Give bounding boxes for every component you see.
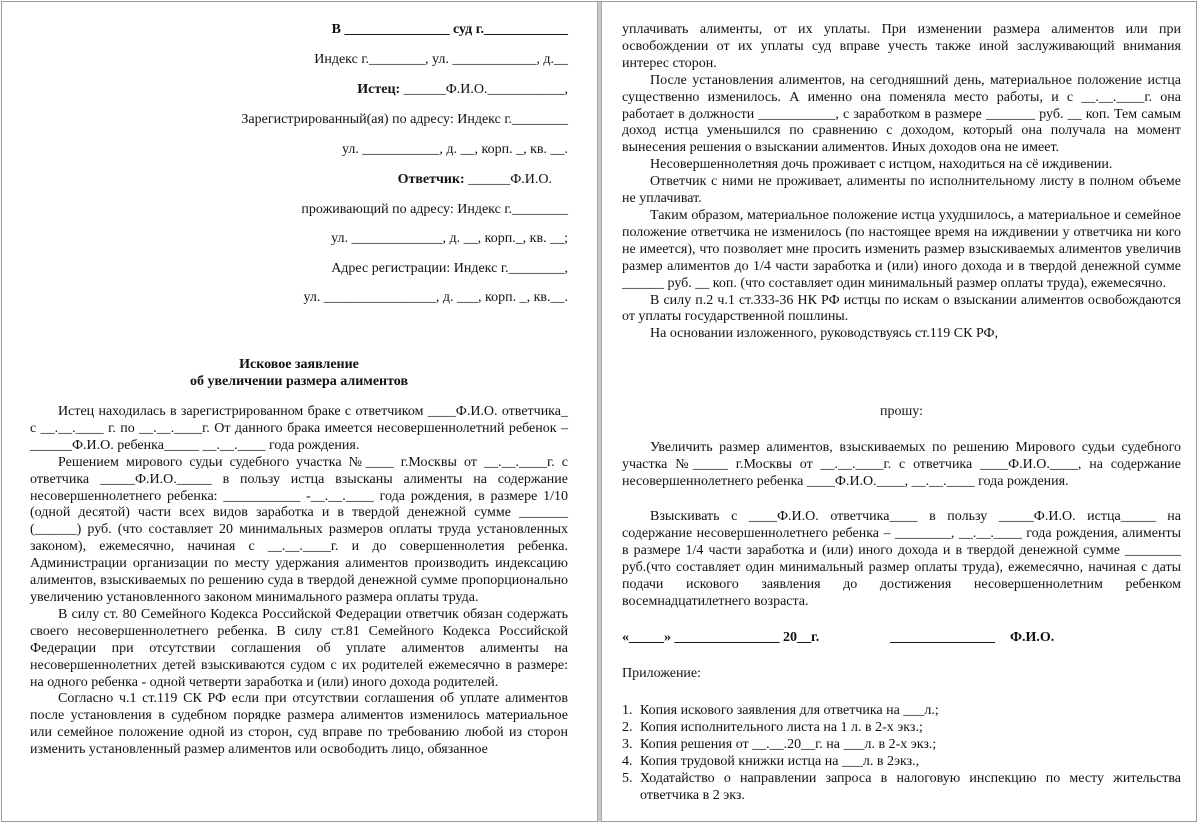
paragraph: Согласно ч.1 ст.119 СК РФ если при отсутствии соглашения об уплате алиментов после установления в судебном порядке размера алиментов изменилось материальное или семейное положение одной из сторон, суд вправе по требованию любой из сторон изменить установленный размер алиментов или освободить лицо, обязанное <box>30 691 568 758</box>
list-item <box>622 702 1181 719</box>
claim-title-line1: Исковое заявление <box>239 357 359 372</box>
attachments-title: Приложение: <box>622 666 702 681</box>
requests-block-2 <box>622 509 1181 610</box>
defendant-line <box>398 172 552 188</box>
list-item-number: 1. <box>622 703 633 718</box>
paragraph: Решением мирового судьи судебного участка №____ г.Москвы от __.__.____г. с ответчика _____Ф.И.О._____ в пользу истца взысканы алименты на содержание несовершеннолетнего ребенка: ___________ -__.__.____ года рождения, в размере 1/10 (одной десятой) части всех видов заработка и в твердой денежной сумме _______ (______) руб. (что составляет 20 минимальных размеров оплаты труда установленных законом), ежемесячно, начиная с __.__.____г. и до совершеннолетия ребенка. Администрации организации по месту удержания алиментов производить индексацию алиментов, взыскиваемых по решению суда в твердой денежной сумме пропорционально увеличению установленного законом минимального размера оплаты труда. <box>30 454 568 605</box>
page-divider <box>597 2 602 822</box>
paragraph: Таким образом, материальное положение истца ухудшилось, а материальное и семейное положение ответчика не изменилось (по настоящее время на иждивении у ответчика ни кого не имеется), что позволяет мне просить изменить размер взыскиваемых алиментов увеличив размер алиментов до 1/4 части заработка и (или) иного дохода и в твердой денежной сумме ______ руб. __ коп. (что составляет один минимальный размер оплаты труда), ежемесячно. <box>622 207 1181 291</box>
plaintiff-line <box>357 82 568 98</box>
defendant-label: Ответчик: <box>397 172 465 187</box>
list-item-number: 2. <box>622 720 633 735</box>
list-item-text: Копия решения от __.__.20__г. на ___л. в 2-х экз.; <box>640 737 937 752</box>
paragraph: уплачивать алименты, от их уплаты. При изменении размера алиментов или при освобождении от их уплаты суд вправе учесть также иной заслуживающий внимания интерес сторон. <box>622 22 1181 71</box>
list-item <box>622 719 1181 736</box>
court-index-line: Индекс г.________, ул. ____________, д.__ <box>314 52 568 67</box>
request-paragraph: Взыскивать с ____Ф.И.О. ответчика____ в пользу _____Ф.И.О. истца_____ на содержание несовершеннолетнего ребенка – ________, __.__.____ года рождения, алименты в размере 1/4 части заработка и (или) иного дохода и в твердой денежной сумме ________ руб.(что составляет один минимальный размер оплаты труда), ежемесячно, начиная с даты подачи искового заявления до достижения несовершеннолетним ребенком восемнадцатилетнего возраста. <box>622 509 1181 609</box>
paragraph: Несовершеннолетняя дочь проживает с истцом, находиться на сё иждивении. <box>650 157 1113 173</box>
list-item-text: Копия трудовой книжки истца на ___л. в 2экз., <box>640 754 920 769</box>
residing-line: проживающий по адресу: Индекс г.________ <box>301 202 568 217</box>
paragraph: После установления алиментов, на сегодняшний день, материальное положение истца существенно изменилось. А именно она поменяла место работы, и с __.__.____г. она работает в должности ___________, с заработком в размере _______ руб. __ коп. Тем самым доход истца уменьшился по сравнению с доходом, который она получала на момент вынесения решения о взыскании алиментов. Иных доходов она не имеет. <box>622 72 1181 156</box>
residing-street-line: ул. _____________, д. __, корп._, кв. __; <box>331 231 568 246</box>
signature-underline: _______________ <box>890 630 995 645</box>
list-item <box>622 770 1181 804</box>
request-heading: прошу: <box>880 404 923 419</box>
right-body <box>622 22 1181 343</box>
list-item-number: 4. <box>622 754 633 769</box>
list-item <box>622 753 1181 770</box>
list-item-text: Копия искового заявления для ответчика на ___л.; <box>640 703 939 718</box>
paragraph: На основании изложенного, руководствуясь ст.119 СК РФ, <box>650 326 999 342</box>
list-item <box>622 736 1181 753</box>
list-item-text: Ходатайство о направлении запроса в налоговую инспекцию по месту жительства ответчика в 2 экз. <box>640 771 1181 803</box>
reg-street-line: ул. ________________, д. ___, корп. _, кв.__. <box>303 290 568 305</box>
defendant-value: ______Ф.И.О. <box>464 172 552 187</box>
plaintiff-label: Истец: <box>357 82 401 97</box>
reg-address-line: Адрес регистрации: Индекс г.________, <box>331 261 568 276</box>
paragraph: Ответчик с ними не проживает, алименты по исполнительному листу в полном объеме не уплачиват. <box>622 174 1181 207</box>
left-body <box>30 404 568 759</box>
paragraph: Истец находилась в зарегистрированном браке с ответчиком ____Ф.И.О. ответчика_ с __.__.____ г. по __.__.____г. От данного брака имеется несовершеннолетний ребенок – ______Ф.И.О. ребенка_____ __.__.____ года рождения. <box>30 404 568 453</box>
court-line: В _______________ суд г.____________ <box>331 22 568 37</box>
signature-name: Ф.И.О. <box>1010 630 1055 645</box>
list-item-number: 3. <box>622 737 633 752</box>
paragraph: В силу п.2 ч.1 ст.333-36 НК РФ истцы по искам о взыскании алиментов освобождаются от уплаты государственной пошлины. <box>622 292 1181 325</box>
attachments-list <box>622 702 1181 804</box>
registered-street-line: ул. ___________, д. __, корп. _, кв. __. <box>342 142 568 157</box>
requests-block <box>622 440 1181 491</box>
paragraph: В силу ст. 80 Семейного Кодекса Российской Федерации ответчик обязан содержать своего несовершеннолетнего ребенка. В силу ст.81 Семейного Кодекса Российской Федерации при отсутствии соглашения об уплате алиментов алименты на несовершеннолетних детей взыскиваются судом с их родителей ежемесячно в размере: на одного ребенка - одной четверти заработка и (или) иного дохода родителей. <box>30 606 568 690</box>
list-item-text: Копия исполнительного листа на 1 л. в 2-х экз.; <box>640 720 923 735</box>
claim-title <box>30 356 568 390</box>
list-item-number: 5. <box>622 771 633 786</box>
signature-date: «_____» _______________ 20__г. <box>622 630 820 645</box>
plaintiff-value: ______Ф.И.О.___________, <box>400 82 568 97</box>
claim-title-line2: об увеличении размера алиментов <box>189 374 409 389</box>
registered-line: Зарегистрированный(ая) по адресу: Индекс г.________ <box>241 112 568 127</box>
request-paragraph: Увеличить размер алиментов, взыскиваемых по решению Мирового судьи судебного участка №_____ г.Москвы от __.__.____г. с ответчика ____Ф.И.О.____, на содержание несовершеннолетнего ребенка ____Ф.И.О.____, __.__.____ года рождения. <box>622 440 1181 489</box>
